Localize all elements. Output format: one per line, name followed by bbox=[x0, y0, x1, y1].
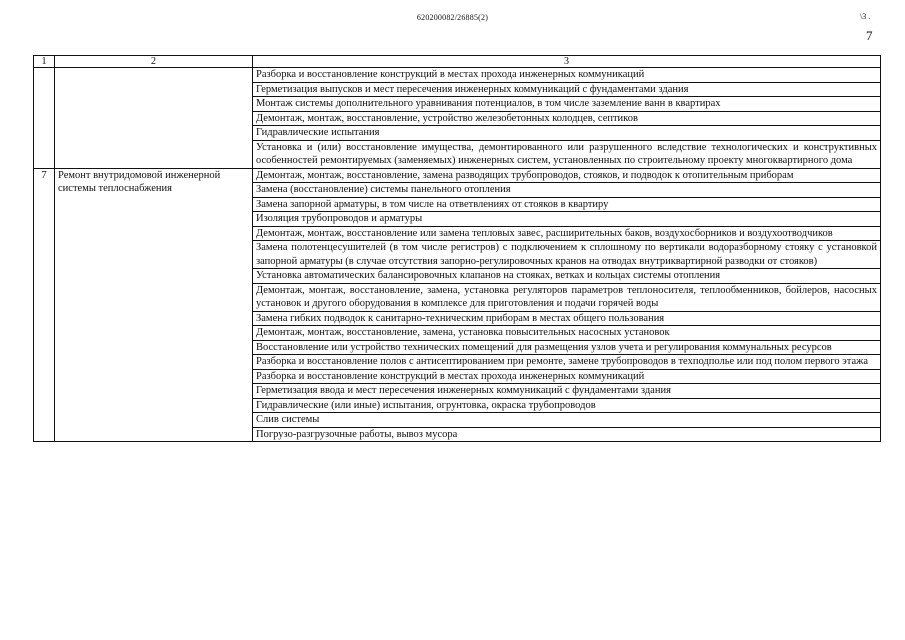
work-item-cell: Демонтаж, монтаж, восстановление, замена, установка повысительных насосных установок bbox=[253, 326, 881, 341]
table-row bbox=[34, 68, 881, 83]
empty-title-cell bbox=[55, 68, 253, 169]
work-item-cell: Гидравлические испытания bbox=[253, 126, 881, 141]
work-item-cell: Демонтаж, монтаж, восстановление, устройство железобетонных колодцев, септиков bbox=[253, 111, 881, 126]
work-item-cell: Установка и (или) восстановление имущества, демонтированного или разрушенного вследствие технологических и конструктивных особенностей ремонтируемых (заменяемых) инженерных систем, установленных по строительному проекту многоквартирного дома bbox=[253, 140, 881, 168]
work-item-cell: Герметизация ввода и мест пересечения инженерных коммуникаций с фундаментами здания bbox=[253, 384, 881, 399]
document-id: 620200082/26885(2) bbox=[416, 13, 489, 22]
work-item-cell: Демонтаж, монтаж, восстановление, замена разводящих трубопроводов, стояков, и подводок к отопительным приборам bbox=[253, 168, 881, 183]
work-item-cell: Разборка и восстановление конструкций в местах прохода инженерных коммуникаций bbox=[253, 68, 881, 83]
work-item-cell: Установка автоматических балансировочных клапанов на стояках, ветках и кольцах системы отопления bbox=[253, 269, 881, 284]
work-item-cell: Замена запорной арматуры, в том числе на ответвлениях от стояков в квартиру bbox=[253, 197, 881, 212]
works-table bbox=[33, 55, 881, 442]
table-header-row bbox=[34, 56, 881, 68]
work-item-cell: Гидравлические (или иные) испытания, огрунтовка, окраска трубопроводов bbox=[253, 398, 881, 413]
work-item-cell: Герметизация выпусков и мест пересечения инженерных коммуникаций с фундаментами здания bbox=[253, 82, 881, 97]
page-number: 7 bbox=[866, 28, 873, 43]
work-item-cell: Демонтаж, монтаж, восстановление, замена, установка регуляторов параметров теплоносителя, теплообменников, бойлеров, насосных установок и другого оборудования в комплексе для приготовления и подачи горячей воды bbox=[253, 283, 881, 311]
work-item-cell: Слив системы bbox=[253, 413, 881, 428]
work-item-cell: Погрузо-разгрузочные работы, вывоз мусора bbox=[253, 427, 881, 442]
column-header-2: 2 bbox=[55, 56, 253, 68]
column-header-1: 1 bbox=[34, 56, 55, 68]
work-item-cell: Изоляция трубопроводов и арматуры bbox=[253, 212, 881, 227]
corner-mark: \3 . bbox=[860, 12, 871, 21]
work-item-cell: Разборка и восстановление полов с антисептированием при ремонте, замене трубопроводов в техподполье или под полом первого этажа bbox=[253, 355, 881, 370]
section-title: Ремонт внутридомовой инженерной системы теплоснабжения bbox=[55, 168, 253, 442]
column-header-3: 3 bbox=[253, 56, 881, 68]
work-item-cell: Восстановление или устройство технических помещений для размещения узлов учета и регулирования коммунальных ресурсов bbox=[253, 340, 881, 355]
work-item-cell: Замена гибких подводок к санитарно-техническим приборам в местах общего пользования bbox=[253, 311, 881, 326]
section-number: 7 bbox=[34, 168, 55, 442]
work-item-cell: Разборка и восстановление конструкций в местах прохода инженерных коммуникаций bbox=[253, 369, 881, 384]
table-body bbox=[34, 68, 881, 442]
empty-number-cell bbox=[34, 68, 55, 169]
work-item-cell: Замена полотенцесушителей (в том числе регистров) с подключением к сплошному по вертикали водоразборному стояку с установкой запорной арматуры (в случае отсутствия запорно-регулировочных кранов на отводах внутриквартирной разводки от стояков) bbox=[253, 241, 881, 269]
table-row bbox=[34, 168, 881, 183]
work-item-cell: Замена (восстановление) системы панельного отопления bbox=[253, 183, 881, 198]
work-item-cell: Демонтаж, монтаж, восстановление или замена тепловых завес, расширительных баков, воздухосборников и воздухоотводчиков bbox=[253, 226, 881, 241]
work-item-cell: Монтаж системы дополнительного уравнивания потенциалов, в том числе заземление ванн в квартирах bbox=[253, 97, 881, 112]
